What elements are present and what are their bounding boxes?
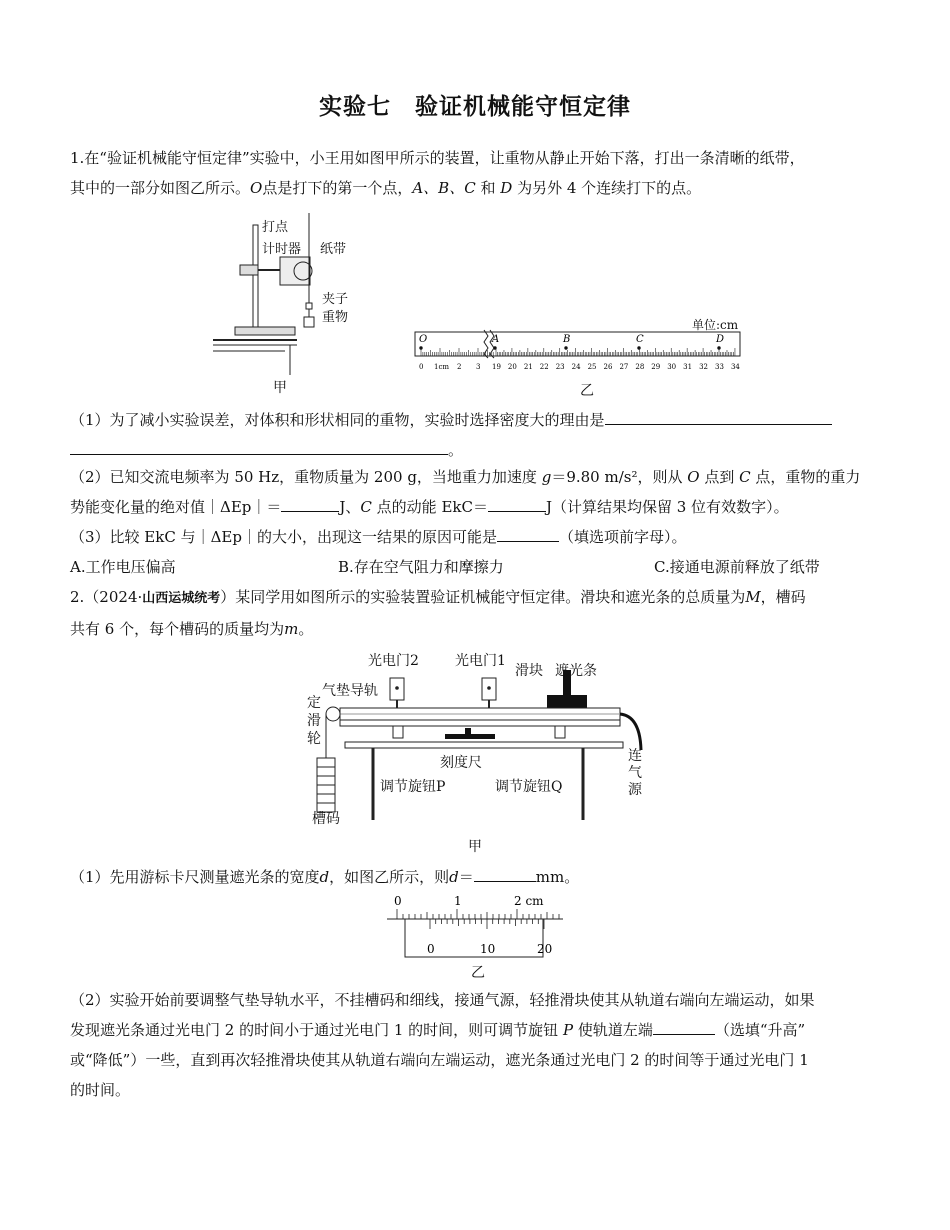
tape-unit-label: 单位:cm xyxy=(692,318,739,332)
label-weights: 槽码 xyxy=(312,811,340,827)
option-b[interactable]: B.存在空气阻力和摩擦力 xyxy=(338,558,504,576)
q2-sub2-line4: 的时间。 xyxy=(70,1081,131,1099)
answer-blank[interactable] xyxy=(488,493,546,512)
label-zhidai: 纸带 xyxy=(320,242,347,257)
q1-sub2-line2: 势能变化量的绝对值｜ΔEp｜＝ J、C 点的动能 EkC＝ J（计算结果均保留 3 位有效数字）。 xyxy=(70,492,882,522)
q2-sub2-line3: 或“降低”）一些，直到再次轻推滑块使其从轨道右端向左端运动，遮光条通过光电门 2 的时间等于通过光电门 1 xyxy=(70,1051,809,1069)
page-title: 实验七 验证机械能守恒定律 xyxy=(319,93,631,120)
q2-fig-jia-caption: 甲 xyxy=(468,839,482,855)
q1-sub2-line1: （2）已知交流电频率为 50 Hz，重物质量为 200 g，当地重力加速度 g＝9.80 m/s²，则从 O 点到 C 点，重物的重力 xyxy=(70,468,861,486)
q2-sub2-line1: （2）实验开始前要调整气垫导轨水平，不挂槽码和细线，接通气源，轻推滑块使其从轨道右端向左端运动，如果 xyxy=(70,991,815,1009)
q2-intro-line1: 2.（2024·山西运城统考）某同学用如图所示的实验装置验证机械能守恒定律。滑块和遮光条的总质量为M，槽码 xyxy=(70,588,806,606)
label-zhongwu: 重物 xyxy=(322,310,349,325)
q2-sub2 xyxy=(70,985,882,1105)
main-scale-label: 0 xyxy=(394,894,402,908)
q1-sub1-line2: 。 xyxy=(70,435,882,465)
ruler-tick-label: 2 xyxy=(457,363,462,371)
q1-tape-figure xyxy=(412,328,747,378)
q1-sub2 xyxy=(70,462,882,522)
label-track: 气垫导轨 xyxy=(322,683,378,699)
q1-fig-jia-caption: 甲 xyxy=(273,380,287,396)
tape-point-dot xyxy=(637,346,640,349)
vernier-label: 0 xyxy=(427,942,435,956)
q1-sub1 xyxy=(70,405,882,465)
q2-sub1: （1）先用游标卡尺测量遮光条的宽度d，如图乙所示，则d＝ mm。 xyxy=(70,862,882,892)
q2-vernier-figure xyxy=(385,893,570,963)
q1-intro xyxy=(70,143,882,203)
tape-point-dot xyxy=(564,346,567,349)
answer-blank[interactable] xyxy=(281,493,339,512)
main-scale-label: 2 cm xyxy=(514,894,544,908)
q1-intro-line2: 其中的一部分如图乙所示。O点是打下的第一个点，A、B、C 和 D 为另外 4 个连续打下的点。 xyxy=(70,179,702,197)
answer-blank[interactable] xyxy=(497,523,559,542)
q1-intro-line1: 1.在“验证机械能守恒定律”实验中，小王用如图甲所示的装置，让重物从静止开始下落，打出一条清晰的纸带， xyxy=(70,149,805,167)
ruler-tick-label: 22 xyxy=(539,363,549,371)
label-slider: 滑块 xyxy=(515,663,543,679)
answer-blank[interactable] xyxy=(70,436,448,455)
answer-blank[interactable] xyxy=(653,1016,715,1035)
ruler-tick-label: 3 xyxy=(476,363,481,371)
label-dadian: 打点 xyxy=(262,220,289,235)
label-air-source: 连 气 源 xyxy=(628,748,642,798)
ruler-tick-label: 23 xyxy=(555,363,565,371)
ruler-tick-label: 30 xyxy=(667,363,677,371)
label-gate2: 光电门2 xyxy=(368,653,419,669)
vernier-label: 10 xyxy=(480,942,496,956)
main-scale-label: 1 xyxy=(454,894,462,908)
tape-point-label: A xyxy=(492,334,500,345)
ruler-tick-label: 27 xyxy=(619,363,629,371)
label-jishiqi: 计时器 xyxy=(262,242,302,257)
label-gate1: 光电门1 xyxy=(455,653,506,669)
q2-fig-yi-caption: 乙 xyxy=(471,965,485,981)
ruler-tick-label: 26 xyxy=(603,363,613,371)
q2-intro xyxy=(70,582,882,644)
ruler-tick-label: 24 xyxy=(571,363,581,371)
tape-point-label: O xyxy=(419,334,428,345)
answer-blank[interactable] xyxy=(474,863,536,882)
vernier-label: 20 xyxy=(537,942,553,956)
q1-apparatus-figure xyxy=(205,205,315,395)
ruler-tick-label: 34 xyxy=(730,363,740,371)
q1-sub1-line1: （1）为了减小实验误差，对体积和形状相同的重物，实验时选择密度大的理由是 xyxy=(70,405,882,435)
ruler-tick-label: 20 xyxy=(507,363,517,371)
vernier-plate xyxy=(405,919,543,957)
label-jiazi: 夹子 xyxy=(322,292,349,307)
label-pulley: 定 滑 轮 xyxy=(307,695,321,747)
option-a[interactable]: A.工作电压偏高 xyxy=(70,558,176,576)
label-knob-q: 调节旋钮Q xyxy=(495,779,563,795)
ruler-tick-label: 21 xyxy=(523,363,533,371)
ruler-tick-label: 1cm xyxy=(434,363,450,371)
q1-fig-yi-caption: 乙 xyxy=(580,383,594,399)
ruler-tick-label: 19 xyxy=(492,363,501,371)
q2-airtrack-figure xyxy=(305,650,655,825)
ruler-tick-label: 32 xyxy=(699,363,709,371)
tape-point-label: D xyxy=(716,334,725,345)
q2-sub2-line2: 发现遮光条通过光电门 2 的时间小于通过光电门 1 的时间，则可调节旋钮 P 使轨道左端 （选填“升高” xyxy=(70,1015,882,1045)
tape-point-label: B xyxy=(563,334,571,345)
q2-intro-line2: 共有 6 个，每个槽码的质量均为m。 xyxy=(70,620,314,638)
ruler-tick-label: 28 xyxy=(635,363,645,371)
option-c[interactable]: C.接通电源前释放了纸带 xyxy=(654,558,820,576)
answer-blank[interactable] xyxy=(605,406,832,425)
ruler-tick-label: 29 xyxy=(651,363,661,371)
ruler-tick-label: 31 xyxy=(683,363,693,371)
tape-point-label: C xyxy=(636,334,644,345)
q1-sub3: （3）比较 EkC 与｜ΔEp｜的大小，出现这一结果的原因可能是 （填选项前字母）。 xyxy=(70,522,882,552)
label-knob-p: 调节旋钮P xyxy=(380,779,446,795)
ruler-tick-label: 25 xyxy=(587,363,597,371)
label-scale: 刻度尺 xyxy=(440,755,482,771)
ruler-tick-label: 0 xyxy=(419,363,424,371)
ruler-tick-label: 33 xyxy=(715,363,724,371)
label-shade: 遮光条 xyxy=(555,663,597,679)
